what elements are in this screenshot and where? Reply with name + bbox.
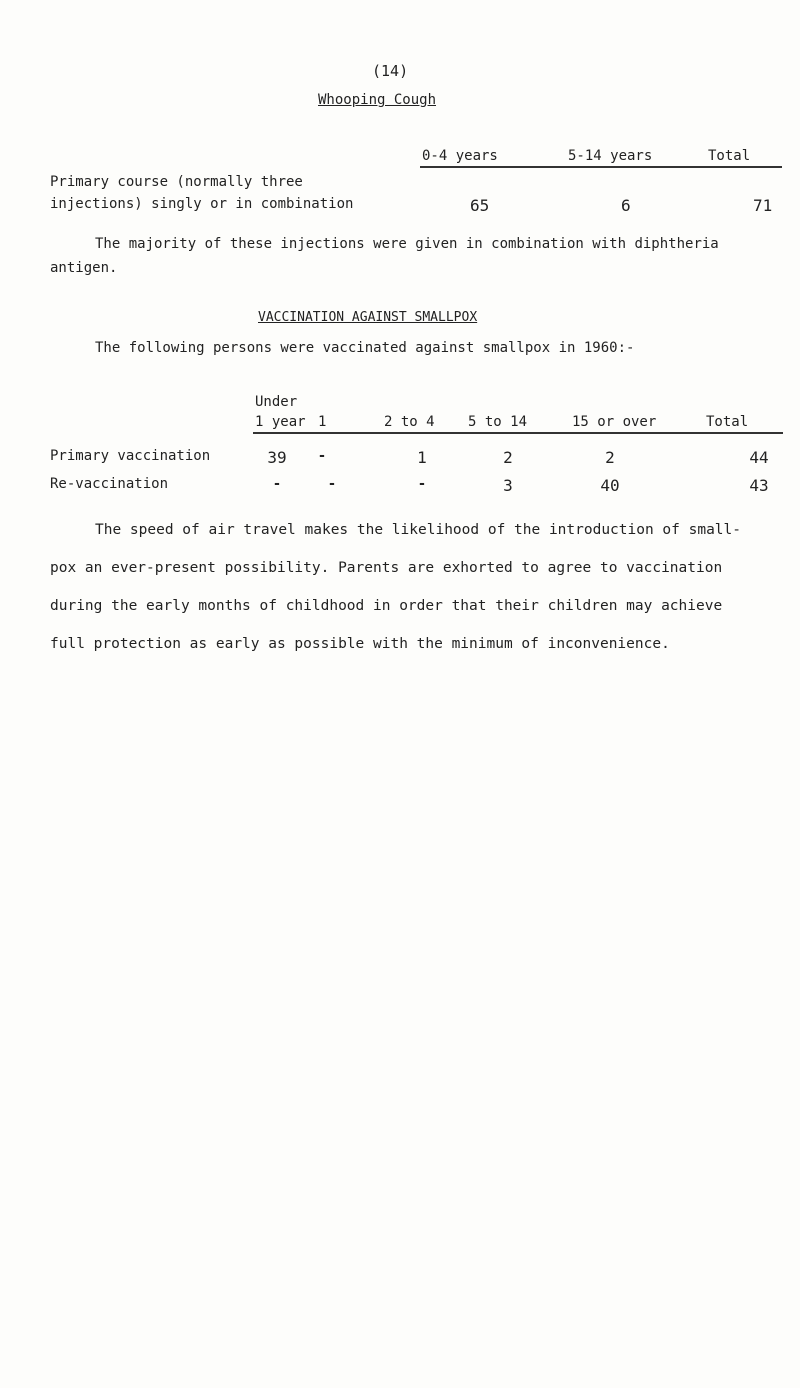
closing-line-1: The speed of air travel makes the likelihood of the introduction of small- [95,522,742,538]
smallpox-cell: 2 [503,448,513,467]
smallpox-cell: - [317,448,327,464]
smallpox-col-header-15-or-over: 15 or over [572,414,657,430]
whooping-note-line2: antigen. [50,260,118,276]
whooping-header-rule [420,166,782,168]
smallpox-col-header-under: Under [255,394,298,410]
whooping-row-label-line2: injections) singly or in combination [50,196,354,212]
whooping-value-0-4: 65 [470,196,490,215]
smallpox-cell: - [417,476,427,492]
smallpox-cell: - [272,476,282,492]
smallpox-col-header-1: 1 [318,414,327,430]
closing-line-2: pox an ever-present possibility. Parents are exhorted to agree to vaccination [50,560,723,576]
smallpox-heading: VACCINATION AGAINST SMALLPOX [258,310,478,325]
smallpox-col-header-5-to-14: 5 to 14 [468,414,528,430]
whooping-col-header-5-14: 5-14 years [568,148,653,164]
smallpox-row-label: Primary vaccination [50,448,211,464]
smallpox-cell: - [327,476,337,492]
smallpox-col-header-2-to-4: 2 to 4 [384,414,435,430]
smallpox-cell: 1 [417,448,427,467]
smallpox-col-header-under-1-year: 1 year [255,414,306,430]
whooping-row-label-line1: Primary course (normally three [50,174,303,190]
whooping-cough-heading: Whooping Cough [318,92,437,108]
whooping-value-5-14: 6 [621,196,631,215]
whooping-note-line1: The majority of these injections were given in combination with diphtheria [95,236,719,252]
smallpox-cell: 2 [605,448,615,467]
smallpox-cell: 44 [749,448,769,467]
smallpox-cell: 3 [503,476,513,495]
whooping-col-header-0-4: 0-4 years [422,148,498,164]
smallpox-cell: 43 [749,476,769,495]
whooping-col-header-total: Total [708,148,751,164]
smallpox-cell: 40 [600,476,620,495]
page-number: (14) [372,62,409,80]
smallpox-cell: 39 [267,448,287,467]
smallpox-intro: The following persons were vaccinated against smallpox in 1960:- [95,340,635,356]
smallpox-row-label: Re-vaccination [50,476,169,492]
closing-line-3: during the early months of childhood in order that their children may achieve [50,598,723,614]
smallpox-col-header-total: Total [706,414,749,430]
smallpox-header-rule [253,432,783,434]
closing-line-4: full protection as early as possible with the minimum of inconvenience. [50,636,670,652]
whooping-value-total: 71 [753,196,773,215]
